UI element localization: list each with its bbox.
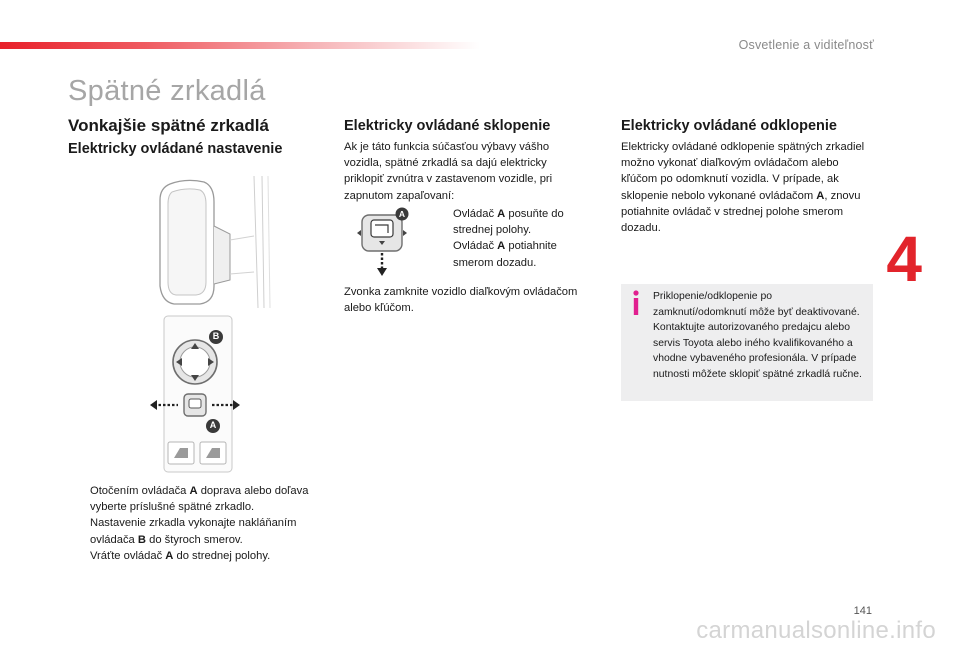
mirror-illustration: [156, 176, 278, 308]
section-heading-exterior-mirrors: Vonkajšie spätné zrkadlá: [68, 116, 269, 135]
section-heading-unfolding: Elektricky ovládané odklopenie: [621, 118, 837, 134]
info-icon: [631, 290, 641, 316]
section-header: Osvetlenie a viditeľnosť: [738, 38, 874, 52]
label-a-fold: A: [398, 209, 406, 219]
list-item: Ovládač A potiahnite smerom dozadu.: [453, 240, 557, 269]
list-item: Vráťte ovládač A do strednej polohy.: [90, 549, 271, 562]
folding-intro: Ak je táto funkcia súčasťou výbavy vášho vozidla, spätné zrkadlá sa dajú elektricky priklopiť zvnútra v zastavenom vozidle, pri zapnutom zapaľovaní:: [344, 141, 553, 202]
label-b: B: [212, 331, 220, 341]
info-box: [621, 284, 873, 401]
subheading-electric-adjustment: Elektricky ovládané nastavenie: [68, 141, 283, 157]
watermark: carmanualsonline.info: [696, 617, 936, 644]
info-text: Priklopenie/odklopenie po zamknutí/odomknutí môže byť deaktivované. Kontaktujte autorizovaného predajcu alebo servis Toyota alebo iného kvalifikovaného a vhodne vybaveného profesionála. V prípade nutnosti môžete sklopiť spätné zrkadlá ručne.: [653, 291, 862, 380]
list-item: Otočením ovládača A doprava alebo doľava vyberte príslušné spätné zrkadlo.: [90, 485, 309, 514]
adjustment-steps: [70, 483, 330, 564]
mirror-control-panel-illustration: [150, 312, 240, 474]
section-heading-folding: Elektricky ovládané sklopenie: [344, 118, 551, 134]
label-a: A: [209, 420, 217, 430]
list-item: Nastavenie zrkadla vykonajte nakláňaním ovládača B do štyroch smerov.: [90, 517, 297, 546]
page-number: 141: [853, 605, 872, 617]
chapter-number: 4: [886, 223, 922, 295]
list-item: Ovládač A posuňte do strednej polohy.: [453, 208, 564, 237]
unfolding-text: Elektricky ovládané odklopenie spätných zrkadiel možno vykonať diaľkovým ovládačom alebo kľúčom po odomknutí vozidla. V prípade, ak sklopenie nebolo vykonané ovládačom A, znovu potiahnite ovládač v strednej polohe smerom dozadu.: [621, 141, 865, 235]
folding-outro: Zvonka zamknite vozidlo diaľkovým ovládačom alebo kľúčom.: [344, 286, 578, 315]
header-accent-bar: [0, 42, 480, 49]
folding-steps: [433, 206, 579, 271]
page-title: Spätné zrkadlá: [68, 75, 266, 107]
